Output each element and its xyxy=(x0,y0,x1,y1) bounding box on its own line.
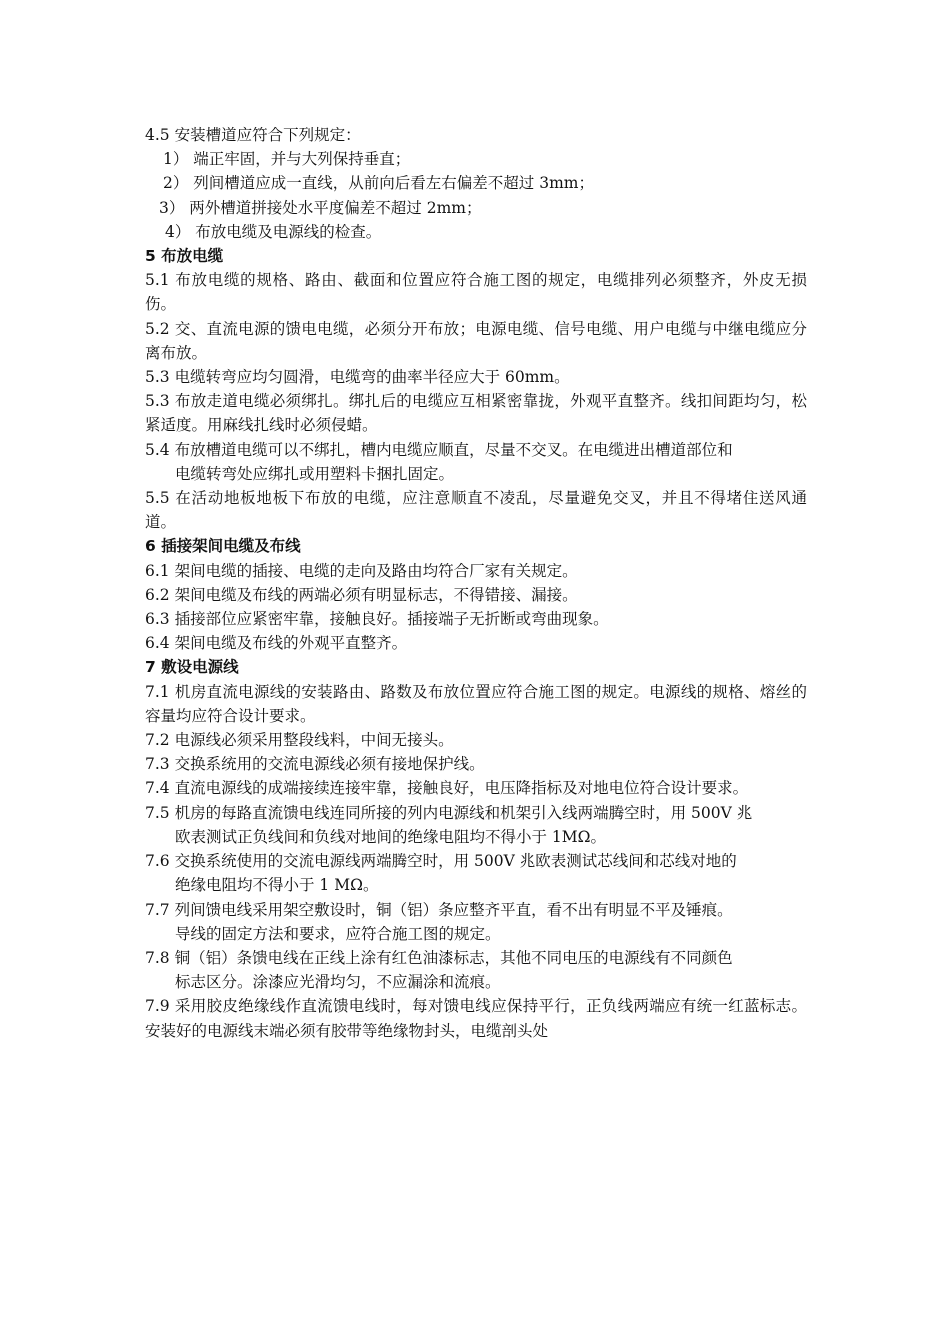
paragraph-line: 7.5 机房的每路直流馈电线连同所接的列内电源线和机架引入线两端腾空时，用 500V 兆 xyxy=(145,803,753,822)
section-heading: 5 布放电缆 xyxy=(145,247,224,266)
paragraph-line: 1） 端正牢固，并与大列保持垂直； xyxy=(163,150,411,169)
paragraph-line: 7.1 机房直流电源线的安装路由、路数及布放位置应符合施工图的规定。电源线的规格、熔丝的容量均应符合设计要求。 xyxy=(145,682,807,725)
paragraph-line: 7.6 交换系统使用的交流电源线两端腾空时，用 500V 兆欧表测试芯线间和芯线对地的 xyxy=(145,852,737,871)
paragraph-line: 7.7 列间馈电线采用架空敷设时，铜（铝）条应整齐平直，看不出有明显不平及锤痕。 xyxy=(145,900,733,919)
paragraph-line: 4.5 安装槽道应符合下列规定： xyxy=(145,126,361,144)
paragraph-line: 7.3 交换系统用的交流电源线必须有接地保护线。 xyxy=(145,755,485,774)
paragraph-line: 2） 列间槽道应成一直线，从前向后看左右偏差不超过 3mm； xyxy=(163,174,594,193)
paragraph-line: 6.2 架间电缆及布线的两端必须有明显标志，不得错接、漏接。 xyxy=(145,585,578,604)
section-heading: 6 插接架间电缆及布线 xyxy=(145,537,301,556)
paragraph-line: 5.3 电缆转弯应均匀圆滑，电缆弯的曲率半径应大于 60mm。 xyxy=(145,368,570,387)
paragraph-line: 5.5 在活动地板地板下布放的电缆，应注意顺直不凌乱，尽量避免交叉，并且不得堵住送风通道。 xyxy=(145,489,807,532)
paragraph-line: 7.2 电源线必须采用整段线料，中间无接头。 xyxy=(145,731,454,750)
section-heading: 7 敷设电源线 xyxy=(145,658,239,677)
paragraph-line: 导线的固定方法和要求，应符合施工图的规定。 xyxy=(175,924,501,943)
paragraph-line: 欧表测试正负线间和负线对地间的绝缘电阻均不得小于 1MΩ。 xyxy=(175,827,607,846)
paragraph-line: 绝缘电阻均不得小于 1 MΩ。 xyxy=(175,876,379,895)
paragraph-line: 标志区分。涂漆应光滑均匀，不应漏涂和流痕。 xyxy=(175,973,501,992)
paragraph-line: 6.3 插接部位应紧密牢靠，接触良好。插接端子无折断或弯曲现象。 xyxy=(145,610,609,629)
paragraph-line: 5.2 交、直流电源的馈电电缆，必须分开布放；电源电缆、信号电缆、用户电缆与中继电缆应分离布放。 xyxy=(145,319,807,362)
paragraph-line: 5.4 布放槽道电缆可以不绑扎，槽内电缆应顺直，尽量不交叉。在电缆进出槽道部位和 xyxy=(145,440,733,459)
paragraph-line: 3） 两外槽道拼接处水平度偏差不超过 2mm； xyxy=(159,198,482,217)
paragraph-line: 7.8 铜（铝）条馈电线在正线上涂有红色油漆标志，其他不同电压的电源线有不同颜色 xyxy=(145,948,733,967)
paragraph-line: 电缆转弯处应绑扎或用塑料卡捆扎固定。 xyxy=(175,464,455,483)
paragraph-line: 5.1 布放电缆的规格、路由、截面和位置应符合施工图的规定，电缆排列必须整齐，外皮无损伤。 xyxy=(145,271,807,314)
document-body xyxy=(145,123,807,1043)
paragraph-line: 4） 布放电缆及电源线的检查。 xyxy=(165,222,382,241)
paragraph-line: 7.9 采用胶皮绝缘线作直流馈电线时，每对馈电线应保持平行，正负线两端应有统一红蓝标志。安装好的电源线末端必须有胶带等绝缘物封头，电缆剖头处 xyxy=(145,997,807,1040)
paragraph-line: 6.4 架间电缆及布线的外观平直整齐。 xyxy=(145,634,408,653)
paragraph-line: 5.3 布放走道电缆必须绑扎。绑扎后的电缆应互相紧密靠拢，外观平直整齐。线扣间距均匀，松紧适度。用麻线扎线时必须侵蜡。 xyxy=(145,392,807,435)
paragraph-line: 7.4 直流电源线的成端接续连接牢靠，接触良好，电压降指标及对地电位符合设计要求。 xyxy=(145,779,749,798)
paragraph-line: 6.1 架间电缆的插接、电缆的走向及路由均符合厂家有关规定。 xyxy=(145,561,578,580)
